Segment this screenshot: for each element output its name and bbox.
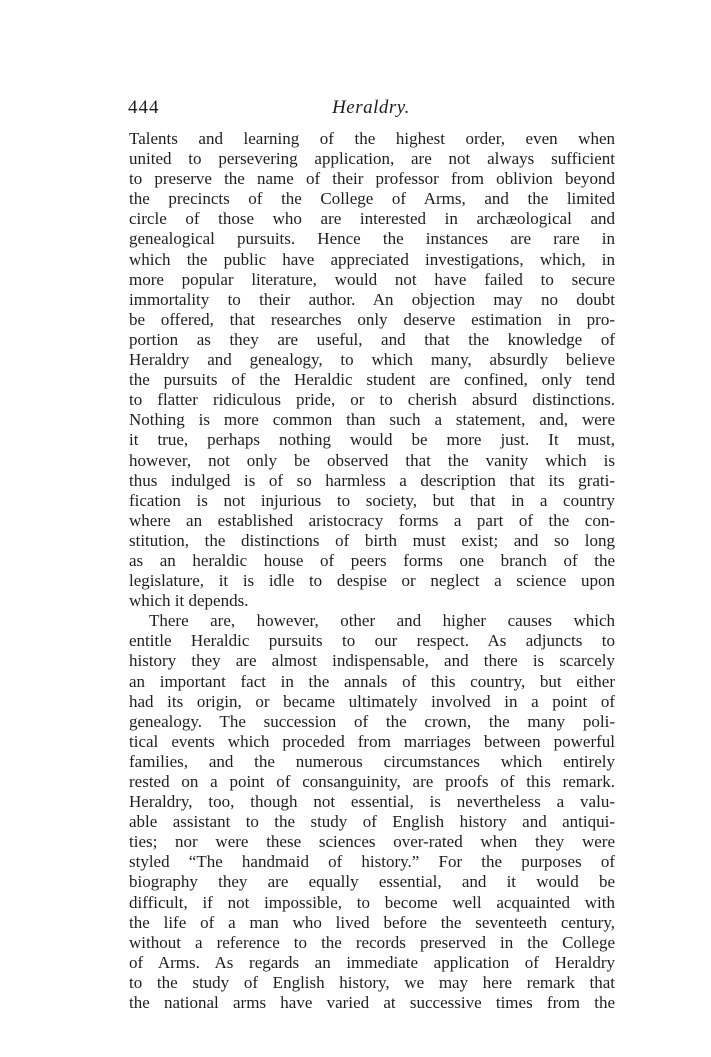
text-line: be offered, that researches only deserve estimation in pro-: [129, 309, 615, 329]
text-line: Heraldry, too, though not essential, is nevertheless a valu-: [129, 792, 615, 812]
text-line: an important fact in the annals of this country, but either: [129, 671, 615, 691]
text-line: which it depends.: [129, 591, 249, 611]
text-line: styled “The handmaid of history.” For the purposes of: [129, 852, 615, 872]
paragraph: [129, 611, 615, 1013]
text-line: Nothing is more common than such a statement, and, were: [129, 410, 615, 430]
text-line: the life of a man who lived before the seventeeth century,: [129, 912, 615, 932]
text-line: the pursuits of the Heraldic student are confined, only tend: [129, 370, 615, 390]
text-line: to the study of English history, we may here remark that: [129, 972, 615, 992]
page-number: 444: [128, 97, 160, 118]
running-head: [128, 97, 614, 121]
text-line: thus indulged is of so harmless a description that its grati-: [129, 470, 615, 490]
text-line: immortality to their author. An objection may no doubt: [129, 289, 615, 309]
text-line: circle of those who are interested in archæological and: [129, 209, 615, 229]
text-line: Talents and learning of the highest order, even when: [129, 129, 615, 148]
text-line: able assistant to the study of English history and antiqui-: [129, 812, 615, 832]
text-line: which the public have appreciated investigations, which, in: [129, 249, 615, 269]
text-line: families, and the numerous circumstances which entirely: [129, 751, 615, 771]
text-line: it true, perhaps nothing would be more just. It must,: [129, 430, 615, 450]
text-line: united to persevering application, are not always sufficient: [129, 149, 615, 169]
text-line: genealogical pursuits. Hence the instances are rare in: [129, 229, 615, 249]
text-line: history they are almost indispensable, and there is scarcely: [129, 651, 615, 671]
text-line: legislature, it is idle to despise or neglect a science upon: [129, 571, 615, 591]
text-line: entitle Heraldic pursuits to our respect. As adjuncts to: [129, 631, 615, 651]
text-line: to flatter ridiculous pride, or to cherish absurd distinctions.: [129, 390, 615, 410]
text-line: more popular literature, would not have failed to secure: [129, 269, 615, 289]
text-line: however, not only be observed that the vanity which is: [129, 450, 615, 470]
text-line: the national arms have varied at successive times from the: [129, 993, 615, 1013]
text-line: where an established aristocracy forms a part of the con-: [129, 510, 615, 530]
text-line: of Arms. As regards an immediate application of Heraldry: [129, 952, 615, 972]
text-line: genealogy. The succession of the crown, the many poli-: [129, 711, 615, 731]
text-line: without a reference to the records preserved in the College: [129, 932, 615, 952]
text-line: as an heraldic house of peers forms one branch of the: [129, 550, 615, 570]
running-title: Heraldry.: [332, 97, 410, 118]
text-line: portion as they are useful, and that the knowledge of: [129, 329, 615, 349]
paragraph: [129, 129, 615, 611]
text-line: had its origin, or became ultimately involved in a point of: [129, 691, 615, 711]
text-line: Heraldry and genealogy, to which many, absurdly believe: [129, 350, 615, 370]
text-line: tical events which proceded from marriages between powerful: [129, 731, 615, 751]
body-text: [129, 129, 615, 1013]
text-line: ties; nor were these sciences over-rated when they were: [129, 832, 615, 852]
text-line: rested on a point of consanguinity, are proofs of this remark.: [129, 772, 615, 791]
text-line: difficult, if not impossible, to become well acquainted with: [129, 892, 615, 912]
text-line: fication is not injurious to society, but that in a country: [129, 490, 615, 510]
text-line: the precincts of the College of Arms, and the limited: [129, 189, 615, 209]
text-line: There are, however, other and higher causes which: [149, 611, 615, 631]
text-line: to preserve the name of their professor from oblivion beyond: [129, 169, 615, 189]
text-line: biography they are equally essential, and it would be: [129, 872, 615, 892]
text-line: stitution, the distinctions of birth must exist; and so long: [129, 530, 615, 550]
